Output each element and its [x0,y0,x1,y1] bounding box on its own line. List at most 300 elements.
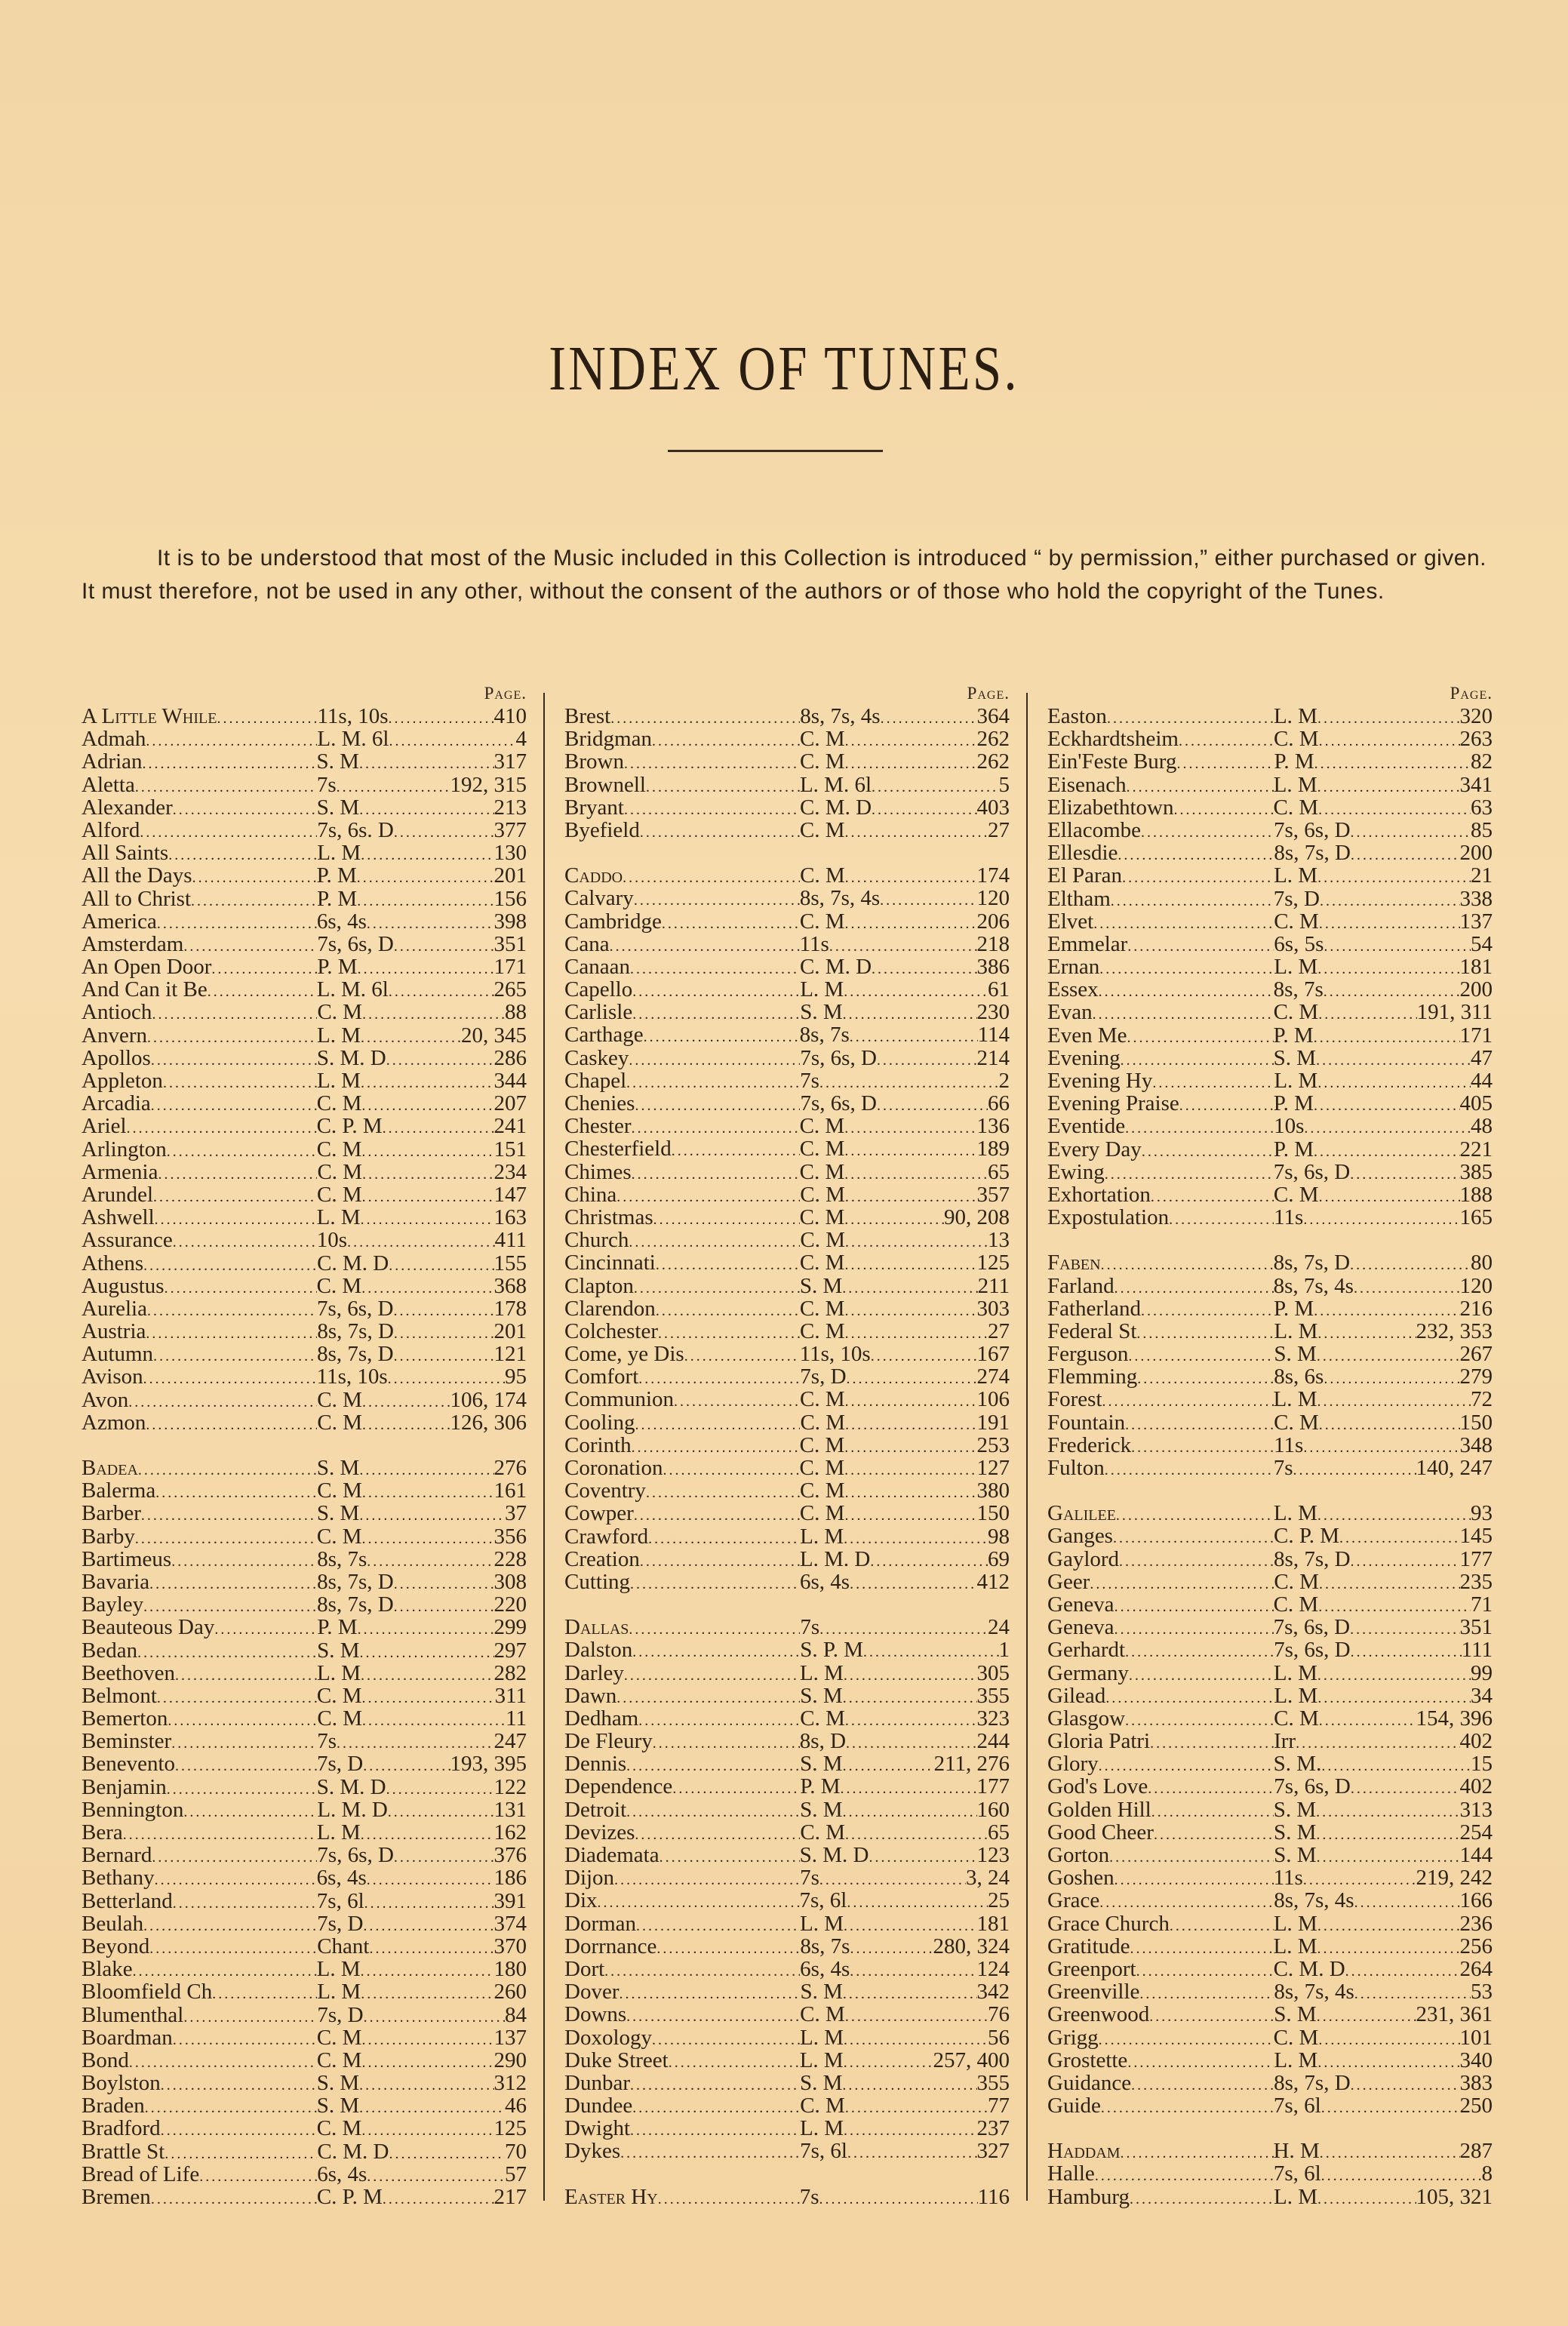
index-entry [1047,2094,1493,2117]
dot-leader [1317,1320,1416,1345]
dot-leader [359,1457,493,1481]
dot-leader [659,1844,800,1869]
page-number: 299 [493,1615,527,1640]
page-number: 374 [493,1911,527,1936]
index-entry [1047,1275,1493,1297]
tune-name: Brownell [564,772,646,797]
index-entry [81,1024,527,1047]
index-entry [81,1389,527,1411]
tune-name: Evening Hy [1047,1069,1153,1093]
dot-leader [630,2117,800,2142]
tune-meter: C. M [799,1478,845,1503]
page-number: 57 [505,2161,527,2186]
dot-leader [844,1297,976,1322]
dot-leader [362,1685,495,1709]
page-number: 37 [505,1501,527,1526]
dot-leader [1317,1069,1471,1094]
dot-leader [1317,2049,1459,2074]
tune-name: Betterland [81,1888,173,1913]
tune-name: Carlisle [564,1000,633,1025]
dot-leader [1136,1320,1274,1345]
dot-leader [364,2004,505,2029]
index-entry [1047,1320,1493,1343]
index-entry [1047,1798,1493,1821]
index-entry [81,888,527,910]
index-entry [564,1161,1010,1183]
index-entry [1047,1775,1493,1798]
dot-leader [844,1434,976,1459]
index-entry [81,728,527,750]
dot-leader [167,1138,317,1163]
page-number: 276 [493,1456,527,1480]
tune-meter: 10s [1274,1114,1305,1139]
tune-meter: P. M [1273,1137,1314,1161]
tune-meter: 8s, 7s, D [317,1592,394,1617]
tune-meter: C. M [1274,1706,1319,1731]
tune-meter: C. M [799,817,845,842]
tune-meter: L. M [316,1023,361,1048]
dot-leader [844,1662,977,1687]
index-entry [81,1252,527,1275]
tune-meter: 8s, 7s, 4s [1273,1273,1354,1298]
dot-leader [1324,1365,1459,1390]
page-number: 380 [976,1478,1010,1503]
page-number: 286 [493,1045,527,1070]
tune-name: Gaylord [1047,1546,1120,1571]
tune-name: Golden Hill [1047,1797,1151,1822]
dot-leader [389,2140,505,2165]
index-entry [1047,750,1493,773]
tune-name: Antioch [81,1000,152,1025]
tune-meter: C. M [1274,1410,1319,1435]
tune-name: Cooling [564,1410,635,1435]
tune-name: Blumenthal [81,2002,184,2027]
dot-leader [630,1571,800,1595]
dot-leader [388,1365,505,1390]
tune-name: Ashwell [81,1205,155,1230]
page-number: 155 [493,1251,527,1275]
dot-leader [1351,1548,1460,1573]
dot-leader [362,1525,494,1550]
tune-meter: C. M [799,1114,845,1139]
dot-leader [1111,888,1274,912]
page-number: 323 [976,1706,1010,1731]
dot-leader [361,1024,461,1049]
dot-leader [167,1776,317,1801]
dot-leader [626,1069,800,1094]
dot-leader [845,1479,977,1504]
tune-meter: Irr [1274,1729,1296,1754]
index-entry [81,1457,527,1479]
index-entry [564,955,1010,978]
tune-name: Beminster [81,1729,172,1754]
tune-meter: L. M [800,2025,844,2050]
dot-leader [153,1183,317,1208]
page-number: 402 [1459,1729,1493,1754]
dot-leader [845,1183,977,1208]
dot-leader [151,2186,317,2211]
tune-meter: 11s [799,931,829,956]
page-number: 66 [988,1091,1010,1115]
page-number: 147 [493,1182,527,1207]
index-entry [81,2163,527,2186]
page-number: 48 [1471,1114,1493,1139]
tune-meter: 8s, 7s, D [1274,1546,1351,1571]
tune-meter: S. M [800,1752,843,1777]
dot-leader [1102,1388,1274,1413]
index-entry [81,1844,527,1866]
page-number: 355 [976,1683,1010,1708]
tune-meter: S. M [316,795,360,820]
index-entry [81,1776,527,1798]
index-entry [1047,864,1493,887]
page-number: 351 [1459,1615,1493,1640]
page-number: 136 [976,1114,1010,1139]
tune-name: Haddam [1047,2139,1121,2164]
index-entry [1047,1616,1493,1638]
tune-meter: 7s, 6s, D [317,931,394,956]
page-number: 178 [493,1296,527,1321]
dot-leader [361,841,493,866]
tune-meter: C. P. M [316,2185,383,2209]
tune-meter: C. M [316,2048,362,2072]
tune-name: Eckhardtsheim [1047,727,1179,752]
dot-leader [363,1752,450,1777]
tune-name: Galilee [1047,1501,1116,1526]
page-number: 376 [493,1843,527,1868]
tune-name: Dort [564,1956,605,1981]
tune-meter: L. M [316,1820,361,1844]
tune-meter: L. M [1273,772,1317,797]
page-number: 1 [998,1638,1010,1663]
tune-name: Benevento [81,1752,176,1777]
index-entry [1047,1912,1493,1935]
page-number: 213 [493,795,527,820]
tune-meter: C. M [317,1159,363,1184]
tune-name: Capello [564,977,633,1002]
index-entry [1047,1844,1493,1866]
dot-leader [845,1411,976,1436]
dot-leader [152,1001,317,1026]
tune-meter: 7s, 6l [799,1888,847,1913]
dot-leader [1319,1707,1416,1732]
tune-meter: L. M [1273,704,1317,728]
tune-meter: S. M [1274,1843,1317,1867]
dot-leader [1125,1115,1274,1140]
tune-meter: C. M [800,1228,846,1253]
index-entry [1047,1047,1493,1069]
tune-meter: 8s, 7s, 4s [1274,1888,1354,1913]
dot-leader [152,1844,317,1869]
dot-leader [360,1639,494,1664]
index-entry [564,1502,1010,1525]
dot-leader [844,1251,976,1276]
index-entry [81,819,527,841]
dot-leader [362,1411,450,1436]
index-entry [1047,1092,1493,1115]
tune-meter: 7s [317,1729,337,1754]
index-entry [564,2049,1010,2072]
index-entry [564,1912,1010,1935]
tune-name: All the Days [81,863,192,888]
dot-leader [1113,1525,1274,1549]
tune-meter: L. M. D [317,1797,388,1822]
tune-meter: 11s [1274,1205,1304,1230]
tune-meter: C. M [799,749,845,774]
letter-group [1047,705,1493,1229]
index-entry [81,1161,527,1183]
tune-name: Beauteous Day [81,1615,215,1640]
page-number: 341 [1459,772,1493,797]
index-entry [81,705,527,728]
dot-leader [1099,978,1274,1003]
tune-meter: C. M [799,1432,845,1457]
dot-leader [843,1001,977,1026]
dot-leader [880,887,976,912]
dot-leader [616,1685,800,1709]
letter-group-gap [564,1593,1010,1616]
dot-leader [143,750,317,775]
dot-leader [155,1479,317,1504]
index-entry [1047,2072,1493,2094]
page-number: 234 [493,1159,527,1184]
page-number: 297 [493,1638,527,1663]
index-entry [1047,888,1493,910]
page-number: 106, 174 [450,1387,527,1412]
dot-leader [1179,728,1274,752]
page-number: 163 [493,1205,527,1230]
dot-leader [1354,1889,1460,1914]
dot-leader [147,1024,317,1049]
tune-name: Dallas [564,1615,629,1640]
tune-meter: L. M [800,977,844,1002]
dot-leader [644,1023,800,1048]
index-entry [564,1525,1010,1548]
tune-meter: P. M [1273,1091,1314,1116]
dot-leader [383,2186,494,2211]
dot-leader [1314,1024,1460,1049]
tune-name: Cambridge [564,909,662,934]
dot-leader [361,1980,493,2005]
tune-name: Alexander [81,795,173,820]
dot-leader [151,1092,317,1117]
dot-leader [1101,2094,1274,2119]
dot-leader [1317,2186,1416,2211]
page-number: 76 [988,2002,1010,2027]
index-entry [1047,978,1493,1001]
page-number: 125 [976,1251,1010,1275]
index-entry [81,750,527,773]
tune-meter: C. M [799,1205,845,1229]
page-number: 156 [493,886,527,911]
tune-meter: L. M [1273,1387,1317,1412]
dot-leader [1319,728,1460,752]
index-entry [81,910,527,933]
dot-leader [662,910,800,935]
tune-meter: C. M [800,2002,845,2027]
dot-leader [1319,1411,1460,1436]
page-number: 257, 400 [933,2048,1010,2072]
tune-meter: L. M [1273,1934,1317,1958]
dot-leader [362,1707,506,1732]
tune-name: All Saints [81,841,169,866]
index-entry [564,796,1010,819]
dot-leader [155,1206,317,1231]
tune-meter: H. M [1273,2139,1320,2164]
index-entry [81,1662,527,1685]
dot-leader [877,1047,977,1072]
dot-leader [1130,2186,1274,2211]
index-entry [81,1297,527,1320]
dot-leader [161,2117,317,2142]
dot-leader [158,1161,317,1186]
dot-leader [653,1206,800,1231]
tune-meter: 7s, D [800,1365,847,1389]
tune-meter: P. M [317,1615,358,1640]
dot-leader [1314,1138,1459,1163]
tune-meter: 7s, D [317,1752,364,1777]
dot-leader [870,1548,988,1573]
dot-leader [143,1912,317,1937]
tune-name: Benjamin [81,1774,167,1799]
tune-name: Badea [81,1456,138,1480]
tune-meter: C. M [317,1000,363,1025]
tune-meter: L. M. 6l [799,772,872,797]
tune-name: China [564,1182,617,1207]
tune-name: Greenville [1047,1980,1140,2004]
tune-meter: C. M [800,1820,846,1844]
page-number: 77 [988,2094,1010,2118]
dot-leader [845,1229,988,1254]
dot-leader [626,1798,800,1823]
index-entry [1047,1707,1493,1730]
dot-leader [394,933,494,958]
index-entry [81,1685,527,1707]
tune-meter: P. M [317,955,358,980]
dot-leader [1148,1775,1274,1800]
dot-leader [192,864,317,889]
index-entry [81,1980,527,2003]
tune-meter: 8s, 7s [317,1546,367,1571]
tune-name: Duke Street [564,2048,669,2072]
page-number: 93 [1471,1501,1493,1526]
letter-group [564,1616,1010,2163]
index-entry [81,2186,527,2208]
tune-name: Arlington [81,1137,167,1161]
dot-leader [1115,1616,1274,1641]
dot-leader [146,728,317,752]
tune-name: Fatherland [1047,1296,1142,1321]
page-number: 105, 321 [1416,2184,1493,2209]
dot-leader [367,2163,505,2188]
tune-meter: C. M [316,2116,362,2141]
tune-name: Bemerton [81,1706,168,1731]
dot-leader [672,1775,800,1800]
tune-name: Arundel [81,1182,154,1207]
dot-leader [844,1206,944,1231]
tune-meter: L. M. D [799,1546,871,1571]
index-entry [81,2140,527,2163]
index-entry [81,1912,527,1935]
tune-name: Brest [564,704,611,728]
tune-meter: C. M [799,1296,845,1321]
dot-leader [364,1890,494,1915]
page-number: 364 [976,704,1010,728]
dot-leader [1318,796,1471,821]
tune-meter: C. M [799,1456,845,1480]
page-number: 121 [493,1342,527,1367]
letter-group [81,705,527,1434]
tune-meter: L. M [1274,1683,1318,1708]
dot-leader [624,796,800,821]
dot-leader [841,1775,977,1800]
dot-leader [1121,2140,1274,2164]
dot-leader [123,1821,317,1846]
dot-leader [1324,933,1471,958]
index-entry [81,2026,527,2049]
page-number: 282 [493,1660,527,1685]
tune-meter: Chant [317,1934,370,1958]
intro-paragraph: It is to be understood that most of the Music included in this Collection is introduced “ by permission,” either purchased or given. It must therefore, not be used in any other, without the consent of the authors or of those who hold the copyright of the Tunes. [81,546,1487,604]
tune-name: Calvary [564,886,634,911]
dot-leader [1176,750,1274,775]
index-entry [1047,1548,1493,1571]
dot-leader [842,2072,976,2097]
index-entry [1047,819,1493,841]
index-entry [564,1889,1010,1912]
tune-name: Boardman [81,2025,173,2050]
dot-leader [361,1662,493,1687]
page-number: 262 [976,749,1010,774]
page-number: 106 [976,1387,1010,1412]
tune-name: Dundee [564,2094,633,2118]
tune-name: Bernard [81,1843,152,1868]
page-number: 193, 395 [450,1752,527,1777]
page-number: 84 [505,2002,527,2027]
index-entry [1047,955,1493,978]
index-entry [81,1525,527,1548]
tune-name: Canaan [564,954,630,979]
dot-leader [183,1798,317,1823]
dot-leader [135,774,317,798]
dot-leader [1320,888,1460,912]
dot-leader [1317,1388,1471,1413]
tune-name: Glasgow [1047,1706,1126,1731]
index-entry [564,1365,1010,1388]
page-number: 262 [976,727,1010,752]
tune-name: Halle [1047,2161,1095,2186]
dot-leader [1351,841,1460,866]
tune-name: Dorman [564,1911,637,1936]
letter-group [1047,1502,1493,2117]
tune-name: Glory [1047,1752,1099,1777]
tune-name: Belmont [81,1683,157,1708]
dot-leader [842,1275,977,1300]
tune-name: Emmelar [1047,931,1128,956]
page-number: 125 [493,2116,527,2141]
tune-meter: 6s, 4s [316,909,367,934]
dot-leader [1154,1821,1274,1846]
tune-name: Ellesdie [1047,841,1118,866]
index-entry [81,1752,527,1775]
dot-leader [1116,1502,1274,1527]
dot-leader [1316,1798,1459,1823]
tune-meter: 8s, 6s [1274,1365,1324,1389]
index-entry [1047,1571,1493,1593]
tune-meter: S. M [1274,1342,1317,1367]
dot-leader [863,1638,998,1663]
tune-name: Appleton [81,1069,163,1093]
